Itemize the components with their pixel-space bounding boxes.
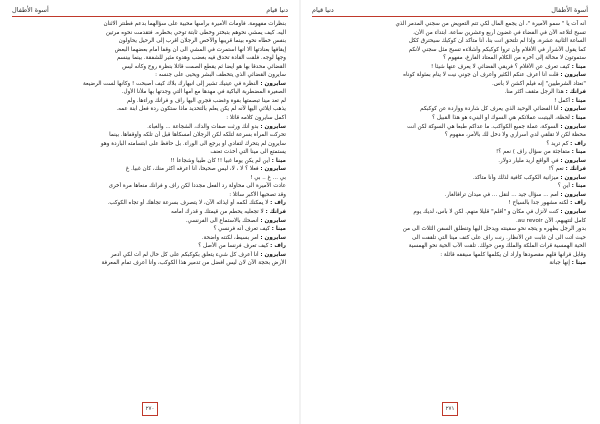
speaker-name: مينا : [271,226,286,233]
line-text: أين ؟ [557,183,570,190]
text-line [314,123,586,132]
text-line [314,182,586,191]
text-line [314,97,586,106]
line-text: تحركت المرأة بسرعة لتلكه لكن الرجلان أمسكاها قبل أن تلكه وأوقفاها. بينما [109,132,286,139]
line-text: النظرة في عينيك تشير إلى انبهارك بلاك كيف أصبحت ! وكأنها لست الرضيعة [83,80,259,87]
line-text: السوكة، عملة جميع الكواكب. ما عداكم طبعا هي السوكة لكن أنت [407,123,559,130]
text-line [314,140,586,149]
text-line [314,63,586,72]
line-text: وقد تصحيها الأكبر سائلا : [229,191,286,198]
speaker-name: سايرون : [260,217,286,224]
text-line [314,131,586,140]
speaker-name: سايرون : [260,80,286,87]
line-text: لا تجعليه يحطم من قيمتك و قدرك أمامه [171,209,264,216]
text-line [314,217,586,226]
speaker-name: فرانك : [565,89,586,96]
speaker-name: سايرون : [260,166,286,173]
text-line [14,174,286,183]
speaker-name: مينا : [271,157,286,164]
line-text: سايرون لم يتحرك لتفادي أو يرجع الى الوراء. بل حافظ على ابتسامته الباردة وهو [100,140,286,147]
text-line [14,88,286,97]
text-line [314,29,586,38]
line-text: أنا أعرف كل شيء يتعلق بكوكبكم على كل حال لم أت لكي أدمر [110,251,259,258]
page-header [12,4,288,16]
text-line [314,54,586,63]
text-line [314,191,586,200]
line-text: إنها جبانة [549,260,570,267]
line-text: ميزانية الكوكب كافية لذلك وأنا متأكد. [472,174,559,181]
text-line [14,251,286,260]
line-text: بدور الرجل بظهره و يتجه نحو سفينته ويدخل اليها وتنطلق السفن الثلاث الى من [402,226,586,233]
line-text: متفاجئة من سؤال راف ) نعم ؟! [495,149,570,156]
header-author: دنيا قيام [312,6,334,14]
speaker-name: مينا : [571,63,586,70]
header-rule [312,16,588,17]
text-line [314,174,586,183]
line-text: كيف تعرف فرنسا من الأصل ؟ [198,243,269,250]
speaker-name: فرانك : [265,209,286,216]
line-text: الصغيرة المضطربة الباكية في مهدها مع أمها التي وجدتها بها ملأنا الأول. [121,89,286,96]
speaker-name: مينا : [571,260,586,267]
page-header [312,4,588,16]
text-line [14,165,286,174]
text-line [14,105,286,114]
text-line [14,199,286,208]
line-text: بنظرات مفهومة. فأومأت الأميرة برأسها محيية على سؤالهما بدعم فطنتر الاثنان [103,21,286,27]
text-line [314,242,586,251]
line-text: نعم ؟! [548,166,564,173]
text-line [314,259,586,268]
line-text: أكمل سايرون كلامه قائلا : [226,115,286,122]
text-line [14,20,286,29]
line-text: "نعتاد الشرطيين" إنه فيلم أكشن لا بأس. [492,80,586,87]
text-line [314,80,586,89]
text-line [14,97,286,106]
speaker-name: راف : [270,243,286,250]
line-text: قلت أنا أعرف عنكم الكثير وأعرف أن جوني نيت لا ينام بمثولة كوناه [403,72,559,79]
speaker-name: سايرون : [560,106,586,113]
speaker-name: سايرون : [560,72,586,79]
line-text: وقابل فرانها قلهم مقصودها وأراد أن يكلمها كلمها سيقفه قائلة : [440,251,586,258]
text-line [14,259,286,268]
page-number: ٢٧١ [442,402,458,416]
text-line [314,157,586,166]
text-line [14,148,286,157]
text-line [314,88,586,97]
line-text: كيف تعرف عن الأفلام ؟ فريقي الفضائي لا يعرف عنها شيئا ! [430,63,570,70]
line-text: لم تعد مينا تبصمتها بقوة وغضب فجري اليها راف و فرانك وراءها. ولم [127,97,286,104]
speaker-name: سايرون : [560,191,586,198]
text-line [314,199,586,208]
line-text: كيف تعرف أنه فرنسي ؟ [213,226,270,233]
text-line [14,29,286,38]
text-line [14,80,286,89]
text-line [14,46,286,55]
speaker-name: مينا : [571,183,586,190]
text-line [14,225,286,234]
text-line [14,71,286,80]
line-text: لحظة، البيتبت عملاتكم هي السوك أو البنيء هو هذا القبيل ؟ [432,115,570,122]
text-line [314,148,586,157]
speaker-name: سايرون : [560,209,586,216]
speaker-name: سايرون : [560,174,586,181]
text-line [14,191,286,200]
line-text: بي ... غ .. بي ! [250,174,286,181]
line-text: فعلا ؟ لا ، لا، ليس صحيحا، أنا أعرفه أكثر منك، كان غبيا. غ [125,166,259,173]
line-text: أنا الفضائي الوحيد الذي يعرف كل شاردة وواردة عن كوكبكم [420,106,559,113]
line-text: أمم ... سؤال جيد ... لنقل ... في ميدان ترافالغار. [444,191,559,198]
text-line [14,208,286,217]
line-text: أنصحك بالاستماع الى الفرنسي. [185,217,259,224]
speaker-name: سايرون : [260,234,286,241]
line-text: محظة لكن لا تقلقي لدي أسراري ولا دخل لك بالأمر، مفهوم ؟ [444,132,586,139]
text-line [314,251,586,260]
line-text: تسبح لتلاعه الأن في الفضاء في غضون أربع وعشرين ساعة. ابتداء من الأن، [413,29,586,36]
text-line [314,114,586,123]
header-book-title: أسوة الأطفال [551,6,588,14]
page-number: ٢٧٠ [142,402,158,416]
header-author: دنيا قيام [266,6,288,14]
speaker-name: فرانك : [565,166,586,173]
line-text: وجها لوجه. فلقت القادة تحدق فيه بغضب وهدوء مثير للشفقة. بينما بينسم [116,55,286,62]
text-line [314,208,586,217]
text-line [14,217,286,226]
line-text: لا يمكنك لكمه أو ايذائه الآن، لا يتصرف بسرعة تجاهك أو تجاه الكوكب. [107,200,269,207]
line-text: كنت لأنزل في مكان و "أقلم" قليلا منهم. لكن لا بأس، لديك يوم [413,209,559,216]
text-line [14,37,286,46]
line-text: بدو أنك ورثت صفات والدك، الشجاعة ... والغباء. [147,123,259,130]
right-page [300,0,600,424]
text-line [314,105,586,114]
text-line [14,114,286,123]
line-text: أمر بسيط، لكنته واضحة. [201,234,259,241]
text-line [14,131,286,140]
speaker-name: راف : [570,140,586,147]
line-text: يستمتع الى مينا التي أخذت تعنف [210,149,286,156]
speaker-name: سايرون : [260,123,286,130]
line-text: ستموتون لا محالة إلى آخره من الكلام المعتاد الفارغ، مفهوم ؟ [443,55,586,62]
line-text: اليه. كيف يمشي نحوهم بتبختر وخطى ثابتة توحي بخطره. فتقدمت نحوه مرتين [105,29,286,36]
text-line [14,54,286,63]
line-text: كامل لتتهيهم، الأن au revoir. [516,217,586,224]
text-line [314,225,586,234]
line-text: في الواقع أريد مليار دولار. [498,157,559,164]
line-text: بنفس خطاه نحوه بينما قريبها والأخص الرجلان أقرب إلى الرحيل يحاولون [118,38,286,45]
speaker-name: مينا : [571,149,586,156]
line-text: أكمل ! [554,97,570,104]
text-line [14,182,286,191]
line-text: أين لم يكن يوما غبيا !! كان طيبا وشجاعا !! [170,157,270,164]
speaker-name: مينا : [571,115,586,122]
speaker-name: مينا : [571,97,586,104]
speaker-name: راف : [270,200,286,207]
text-line [14,157,286,166]
header-rule [12,16,288,17]
text-line [314,71,586,80]
text-line [314,46,586,55]
line-text: الأرض بحجة الآن لان ليس أفضل من تدمير هذا الكوكب، وأنا أعرف تمام المعرفة [101,260,286,267]
text-line [314,37,586,46]
text-line [314,165,586,174]
header-book-title: أسوة الأطفال [12,6,49,14]
line-text: لكنه مشهور جدا بالسياح ! [508,200,569,207]
line-text: هذا الرجل مثقف أكثر منا. [504,89,564,96]
line-text: يذهب ايلائي اليها لأنه لم يكن يعلم بالتحديد ماذا ستكون ردة فعل ابنة عمه. [116,106,286,113]
line-text: الساعة الثانية عشرة، وإذا لم تلتحق انت بنا، أنا متأكد أن كوكبك سيحترق ككل [408,38,586,45]
text-line [14,63,286,72]
text-line [14,234,286,243]
line-text: كما يقول الأشرار في الأفلام وأن تروا كوكبكم وأشلاءه تسبح مثل سجني لأنكم [408,46,586,53]
speaker-name: سايرون : [560,123,586,130]
page-body [314,20,586,388]
line-text: كم تريد ؟ [546,140,569,147]
speaker-name: سايرون : [260,251,286,258]
text-line [14,242,286,251]
text-line [14,123,286,132]
line-text: سايرون القضائي الذي يتخطف البشر ويحيى على جنسه : [155,72,286,79]
speaker-name: سايرون : [560,157,586,164]
line-text: عادت الأميرة الى محاولة رد الفعل مجددا لكن راف و فرانك منعاها مرة أخرى [108,183,286,190]
text-line [14,140,286,149]
page-body [14,20,286,388]
text-line [314,234,586,243]
line-text: القضائي محدقا بها هو أيضا ثم يقطع الصمت قائلا بنظرة روح وكأنه ليس [122,63,286,70]
line-text: أنه آت يا " سمو الأميرة "، أن يجمع المال لكي تتم التعويض من سجني المدمر الذي [395,21,586,27]
line-text: إيقافها بعنادتها ألا أنها استمرت في المشي الى أن وقفا أمام بعضهما البعض [114,46,286,53]
line-text: الحية الهمسية قرات الملكة والملك ومن حولك. تلقت الأب الحية نحو الهمسية [408,243,586,250]
text-line [314,20,586,29]
speaker-name: راف : [570,200,586,207]
line-text: حيث أتت الى أن غابت عن الأنظار. رنت راف على كتف مينا التي تلقفت الى [411,234,586,241]
